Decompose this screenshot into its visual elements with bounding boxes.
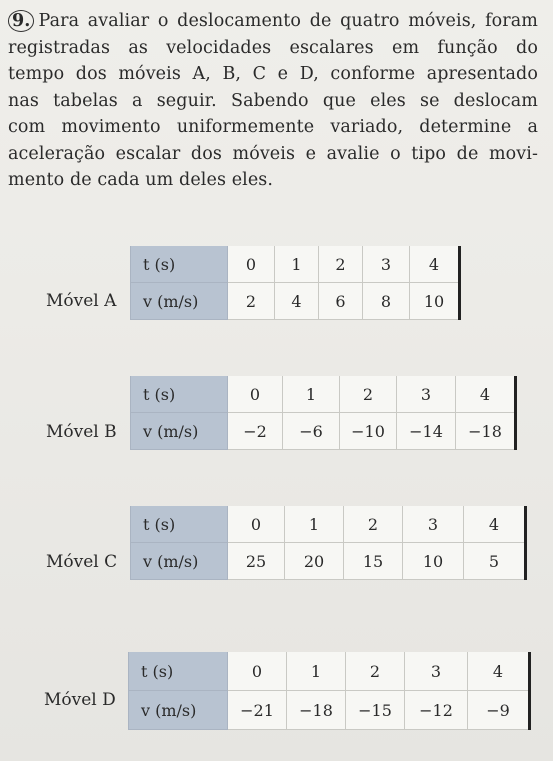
table-cell: 4	[464, 506, 526, 543]
movel-b-label: Móvel B	[46, 422, 117, 442]
table-row	[131, 283, 460, 320]
table-cell: 4	[275, 283, 319, 320]
question-line-1: 9. Para avaliar o deslocamento de quatro móveis, foram	[8, 8, 538, 35]
row-label-t: t (s)	[131, 246, 228, 283]
table-cell: 4	[410, 246, 460, 283]
question-line-4: nas tabelas a seguir. Sabendo que eles se deslocam	[8, 90, 538, 111]
movel-a-label: Móvel A	[46, 291, 117, 311]
row-label-v: v (m/s)	[131, 413, 228, 450]
table-cell: 0	[228, 376, 283, 413]
movel-d-table	[128, 652, 531, 730]
table-cell: 8	[363, 283, 410, 320]
row-label-t: t (s)	[131, 506, 228, 543]
table-cell: 15	[344, 543, 403, 580]
table-cell: 2	[340, 376, 397, 413]
movel-d-label: Móvel D	[44, 690, 116, 710]
movel-c-table	[130, 506, 527, 580]
table-cell: 2	[319, 246, 363, 283]
table-cell: 2	[344, 506, 403, 543]
row-label-t: t (s)	[131, 376, 228, 413]
table-cell: −15	[346, 691, 405, 730]
question-number: 9.	[8, 10, 34, 32]
table-cell: 10	[410, 283, 460, 320]
table-cell: 3	[397, 376, 456, 413]
movel-a-table	[130, 246, 461, 320]
table-cell: 5	[464, 543, 526, 580]
table-row	[131, 246, 460, 283]
row-label-v: v (m/s)	[129, 691, 228, 730]
table-cell: 20	[285, 543, 344, 580]
table-cell: 3	[403, 506, 464, 543]
table-row	[131, 413, 516, 450]
table-cell: −9	[468, 691, 530, 730]
table-cell: 1	[275, 246, 319, 283]
row-label-t: t (s)	[129, 652, 228, 691]
table-cell: 6	[319, 283, 363, 320]
table-cell: 10	[403, 543, 464, 580]
question-text	[8, 8, 538, 194]
table-cell: 3	[405, 652, 468, 691]
question-line-5: com movimento uniformemente variado, determine a	[8, 117, 538, 137]
table-cell: 1	[287, 652, 346, 691]
question-line-7: mento de cada um deles eles.	[8, 170, 274, 190]
movel-c-label: Móvel C	[46, 552, 118, 572]
table-cell: 1	[285, 506, 344, 543]
table-cell: 0	[228, 652, 287, 691]
table-cell: −14	[397, 413, 456, 450]
table-row	[131, 543, 526, 580]
table-cell: −12	[405, 691, 468, 730]
row-label-v: v (m/s)	[131, 283, 228, 320]
table-cell: 4	[456, 376, 516, 413]
table-cell: −2	[228, 413, 283, 450]
table-cell: 0	[228, 506, 285, 543]
question-line-6: aceleração escalar dos móveis e avalie o tipo de movi-	[8, 143, 538, 164]
table-row	[129, 691, 530, 730]
table-cell: 2	[346, 652, 405, 691]
table-row	[131, 376, 516, 413]
table-row	[129, 652, 530, 691]
row-label-v: v (m/s)	[131, 543, 228, 580]
question-line-2: registradas as velocidades escalares em função do	[8, 37, 538, 58]
table-cell: 3	[363, 246, 410, 283]
table-cell: −18	[456, 413, 516, 450]
table-cell: −18	[287, 691, 346, 730]
table-cell: −10	[340, 413, 397, 450]
table-cell: 0	[228, 246, 275, 283]
table-cell: −6	[283, 413, 340, 450]
table-cell: 1	[283, 376, 340, 413]
table-cell: −21	[228, 691, 287, 730]
table-row	[131, 506, 526, 543]
question-line-3: tempo dos móveis A, B, C e D, conforme apresentado	[8, 64, 538, 84]
table-cell: 4	[468, 652, 530, 691]
table-cell: 2	[228, 283, 275, 320]
table-cell: 25	[228, 543, 285, 580]
movel-b-table	[130, 376, 517, 450]
